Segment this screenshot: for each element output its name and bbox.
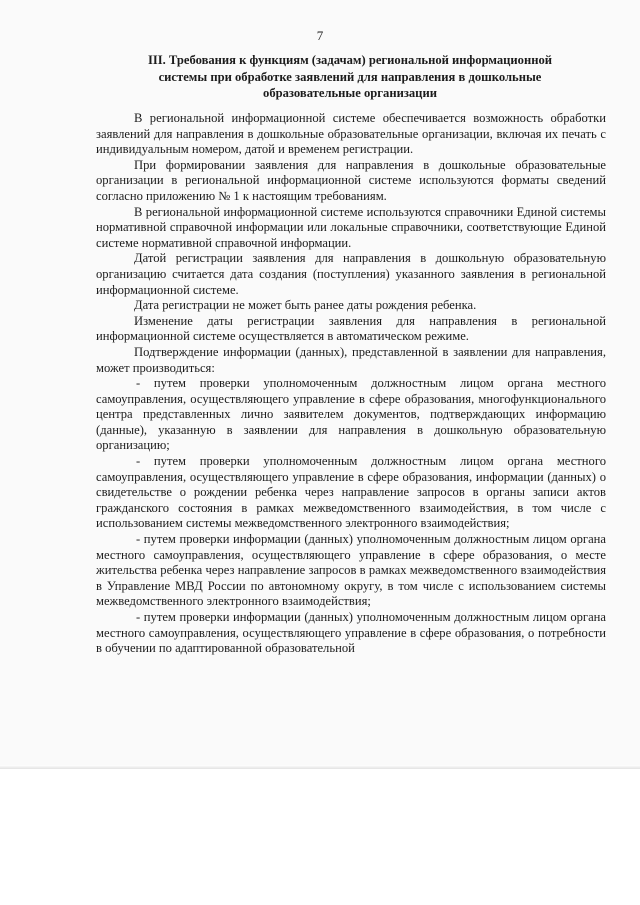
section-heading-line-1: III. Требования к функциям (задачам) региональной информационной <box>147 53 553 67</box>
bullet-document-check: - путем проверки уполномоченным должностным лицом органа местного самоуправления, осуществляющего управление в сфере образования, многофункционального центра представленных лично заявителем документов, подтверждающих информацию (данные), указанную в заявлении для направления в дошкольную образовательную организацию; <box>96 376 606 453</box>
scan-edge <box>0 765 640 768</box>
section-heading <box>95 52 605 102</box>
paragraph-formats: При формировании заявления для направления в дошкольные образовательные организации в региональной информационной системе используются форматы сведений согласно приложению № 1 к настоящим требованиям. <box>96 157 606 203</box>
paragraph-date-change: Изменение даты регистрации заявления для направления в региональной информационной системе осуществляется в автоматическом режиме. <box>96 313 606 344</box>
page-number: 7 <box>316 28 324 43</box>
section-heading-line-3: образовательные организации <box>263 86 437 100</box>
paragraph-confirmation-intro: Подтверждение информации (данных), представленной в заявлении для направления, может производиться: <box>96 344 606 375</box>
bullet-birth-certificate-check: - путем проверки уполномоченным должностным лицом органа местного самоуправления, осуществляющего управление в сфере образования, информации (данных) о свидетельстве о рождении ребенка через направление запросов в органы записи актов гражданского состояния в рамках межведомственного взаимодействия, в том числе с использованием системы межведомственного электронного взаимодействия; <box>96 454 606 531</box>
paragraph-registration-date: Датой регистрации заявления для направления в дошкольную образовательную организацию считается дата создания (поступления) указанного заявления в региональной информационной системе. <box>96 251 606 297</box>
section-heading-line-2: системы при обработке заявлений для направления в дошкольные <box>158 69 542 84</box>
paragraph-reference-books: В региональной информационной системе используются справочники Единой системы нормативной справочной информации или локальные справочники, соответствующие Единой системе нормативной справочной информации. <box>96 204 606 250</box>
bullet-adapted-program-check: - путем проверки информации (данных) уполномоченным должностным лицом органа местного самоуправления, осуществляющего управление в сфере образования, о потребности в обучении по адаптированной образовательной <box>96 610 606 656</box>
bullet-residence-check: - путем проверки информации (данных) уполномоченным должностным лицом органа местного самоуправления, осуществляющего управление в сфере образования, о месте жительства ребенка через направление запросов в рамках межведомственного взаимодействия в Управление МВД России по автономному округу, в том числе с использованием системы межведомственного электронного взаимодействия; <box>96 532 606 609</box>
document-body <box>96 111 606 657</box>
paragraph-processing: В региональной информационной системе обеспечивается возможность обработки заявлений для направления в дошкольные образовательные организации, включая их печать с индивидуальным номером, датой и временем регистрации. <box>96 111 606 157</box>
paragraph-birth-date-rule: Дата регистрации не может быть ранее даты рождения ребенка. <box>134 298 477 313</box>
